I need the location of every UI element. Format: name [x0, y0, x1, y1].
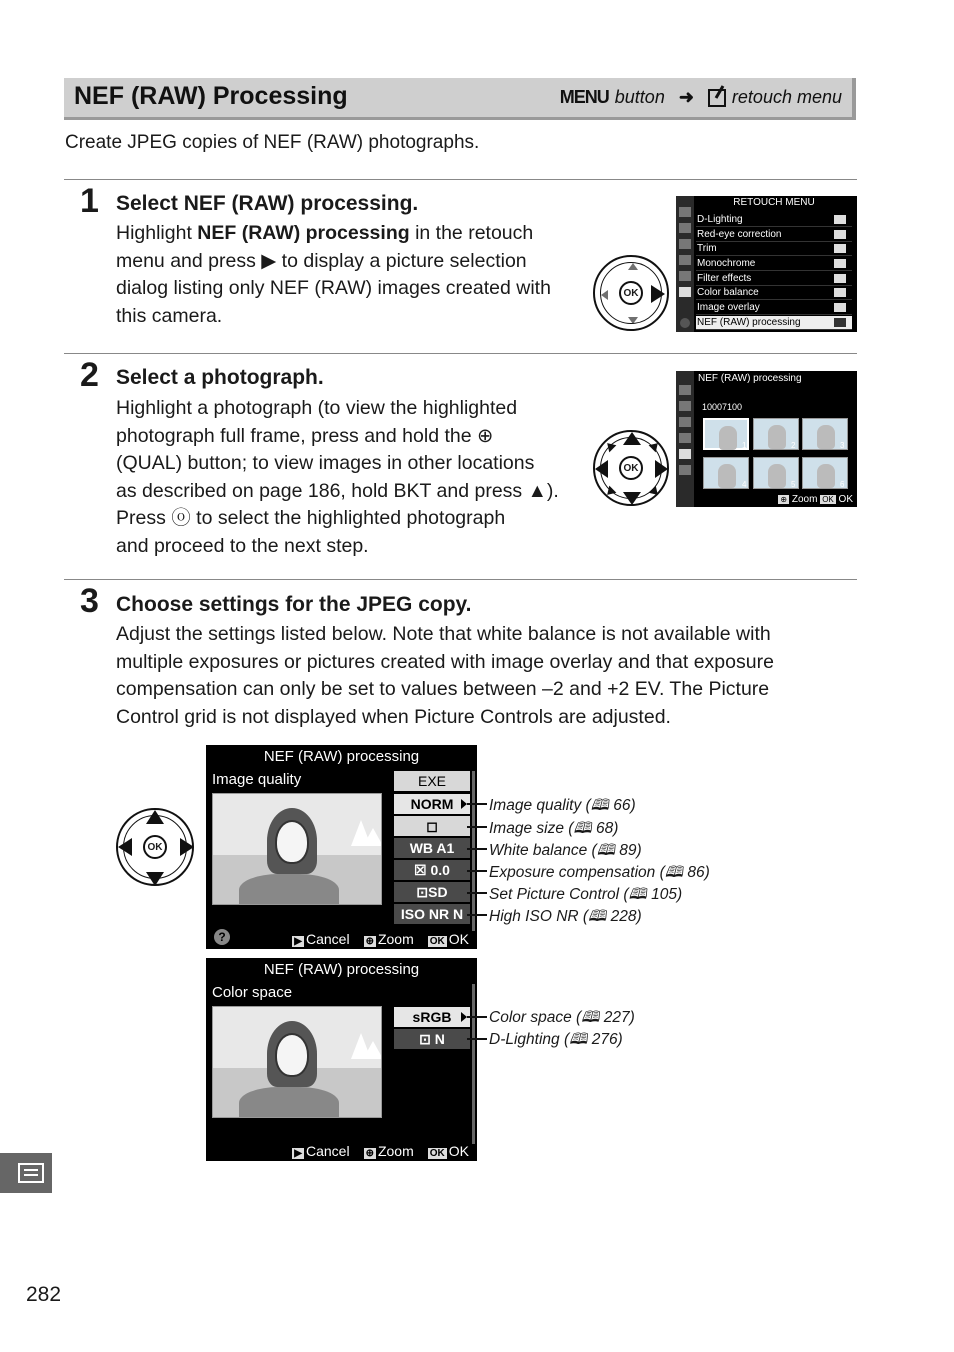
menu-item-d-lighting[interactable]: D-Lighting — [696, 213, 852, 227]
menu-list-icon — [18, 1163, 44, 1183]
retouch-menu-screen — [676, 196, 857, 332]
step-3-number: 3 — [80, 582, 99, 620]
menu-button-label: MENU — [559, 87, 609, 107]
thumb-number: 3 — [840, 441, 845, 450]
screen-title: NEF (RAW) processing — [263, 748, 420, 765]
menu-item-image-overlay[interactable]: Image overlay — [696, 301, 852, 315]
menu-name: retouch menu — [731, 87, 842, 107]
menu-item-nef-raw-processing[interactable]: NEF (RAW) processing — [696, 316, 852, 330]
callout-image-size: Image size (🕮 68) — [489, 820, 619, 837]
option-color-space[interactable]: sRGB — [394, 1007, 470, 1027]
folder-name: 10007100 — [702, 402, 743, 412]
intro-text: Create JPEG copies of NEF (RAW) photographs. — [65, 132, 480, 153]
divider — [64, 179, 857, 180]
retouch-menu-title: RETOUCH MENU — [733, 197, 815, 208]
step-2-number: 2 — [80, 356, 99, 394]
button-word: button — [614, 87, 665, 107]
screen-footer: ▶ Cancel ⊕ Zoom OK OK — [294, 931, 469, 947]
multi-selector-icon: OK — [593, 255, 669, 331]
callout-high-iso-nr: High ISO NR (🕮 228) — [489, 908, 642, 925]
menu-item-monochrome[interactable]: Monochrome — [696, 257, 852, 271]
screen-footer: ▶ Cancel ⊕ Zoom OK OK — [294, 1143, 469, 1159]
option-exposure-compensation[interactable]: ☒ 0.0 — [394, 860, 470, 880]
arrow-icon: ➜ — [678, 87, 694, 107]
thumb-number: 5 — [791, 480, 796, 489]
section-tab — [0, 1153, 52, 1193]
callout-d-lighting: D-Lighting (🕮 276) — [489, 1031, 623, 1048]
multi-selector-icon: OK — [116, 808, 194, 886]
option-image-quality[interactable]: NORM — [394, 794, 470, 814]
option-white-balance[interactable]: WB A1 — [394, 838, 470, 858]
callout-color-space: Color space (🕮 227) — [489, 1009, 635, 1026]
callout-exposure-compensation: Exposure compensation (🕮 86) — [489, 864, 710, 881]
thumb-number: 1 — [742, 441, 747, 450]
step-3-title: Choose settings for the JPEG copy. — [116, 593, 472, 616]
thumb-number: 4 — [742, 480, 747, 489]
menu-item-filter-effects[interactable]: Filter effects — [696, 272, 852, 286]
settings-screen-image-quality — [206, 745, 477, 949]
preview-photo — [212, 1006, 382, 1118]
option-picture-control[interactable]: ⊡SD — [394, 882, 470, 902]
step-1-text: Highlight NEF (RAW) processing in the retouch menu and press ▶ to display a picture selection dialog listing only NEF (RAW) images created with this camera. — [116, 222, 551, 327]
section-header — [64, 78, 856, 120]
menu-item-red-eye[interactable]: Red-eye correction — [696, 228, 852, 242]
multi-selector-icon: OK — [593, 430, 669, 506]
divider — [64, 579, 857, 580]
callout-image-quality: Image quality (🕮 66) — [489, 797, 636, 814]
page-number: 282 — [26, 1283, 62, 1306]
thumb-number: 6 — [840, 480, 845, 489]
photo-selection-screen — [676, 371, 857, 507]
step-2-text: Highlight a photograph (to view the highlighted photograph full frame, press and hold the ⊕ (QUAL) button; to view images in other locations as described on page 186, hold BKT and press ▲). Press ⓞ to select the highlighted photograph and proceed to the next step. — [116, 397, 559, 557]
screen-subtitle: Color space — [212, 984, 293, 1001]
option-exe: EXE — [394, 771, 470, 791]
section-title: NEF (RAW) Processing — [74, 82, 348, 110]
thumb-number: 2 — [791, 441, 796, 450]
step-1-title: Select NEF (RAW) processing. — [116, 192, 419, 215]
menu-item-color-balance[interactable]: Color balance — [696, 286, 852, 300]
step-2-title: Select a photograph. — [116, 366, 324, 389]
option-d-lighting[interactable]: ⊡ N — [394, 1029, 470, 1049]
preview-photo — [212, 793, 382, 905]
settings-screen-color-space — [206, 958, 477, 1161]
step-3-text: Adjust the settings listed below. Note that white balance is not available with multiple exposures or pictures created with image overlay and that exposure compensation can only be set to values between –2 and +2 EV. The Picture Control grid is not displayed when Picture Controls are adjusted. — [116, 623, 774, 728]
screen-subtitle: Image quality — [212, 771, 302, 788]
selection-footer: ⊕ Zoom OK OK — [780, 494, 853, 505]
screen-title: NEF (RAW) processing — [263, 961, 420, 978]
menu-path — [560, 87, 842, 108]
menu-item-trim[interactable]: Trim — [696, 242, 852, 256]
step-1-number: 1 — [80, 182, 99, 220]
callout-picture-control: Set Picture Control (🕮 105) — [489, 886, 683, 903]
option-image-size[interactable]: ◻ — [394, 816, 470, 836]
retouch-icon — [708, 89, 726, 107]
selection-title: NEF (RAW) processing — [698, 373, 802, 384]
divider — [64, 353, 857, 354]
option-high-iso-nr[interactable]: ISO NR N — [394, 904, 470, 924]
callout-white-balance: White balance (🕮 89) — [489, 842, 642, 859]
help-icon: ? — [214, 929, 230, 945]
